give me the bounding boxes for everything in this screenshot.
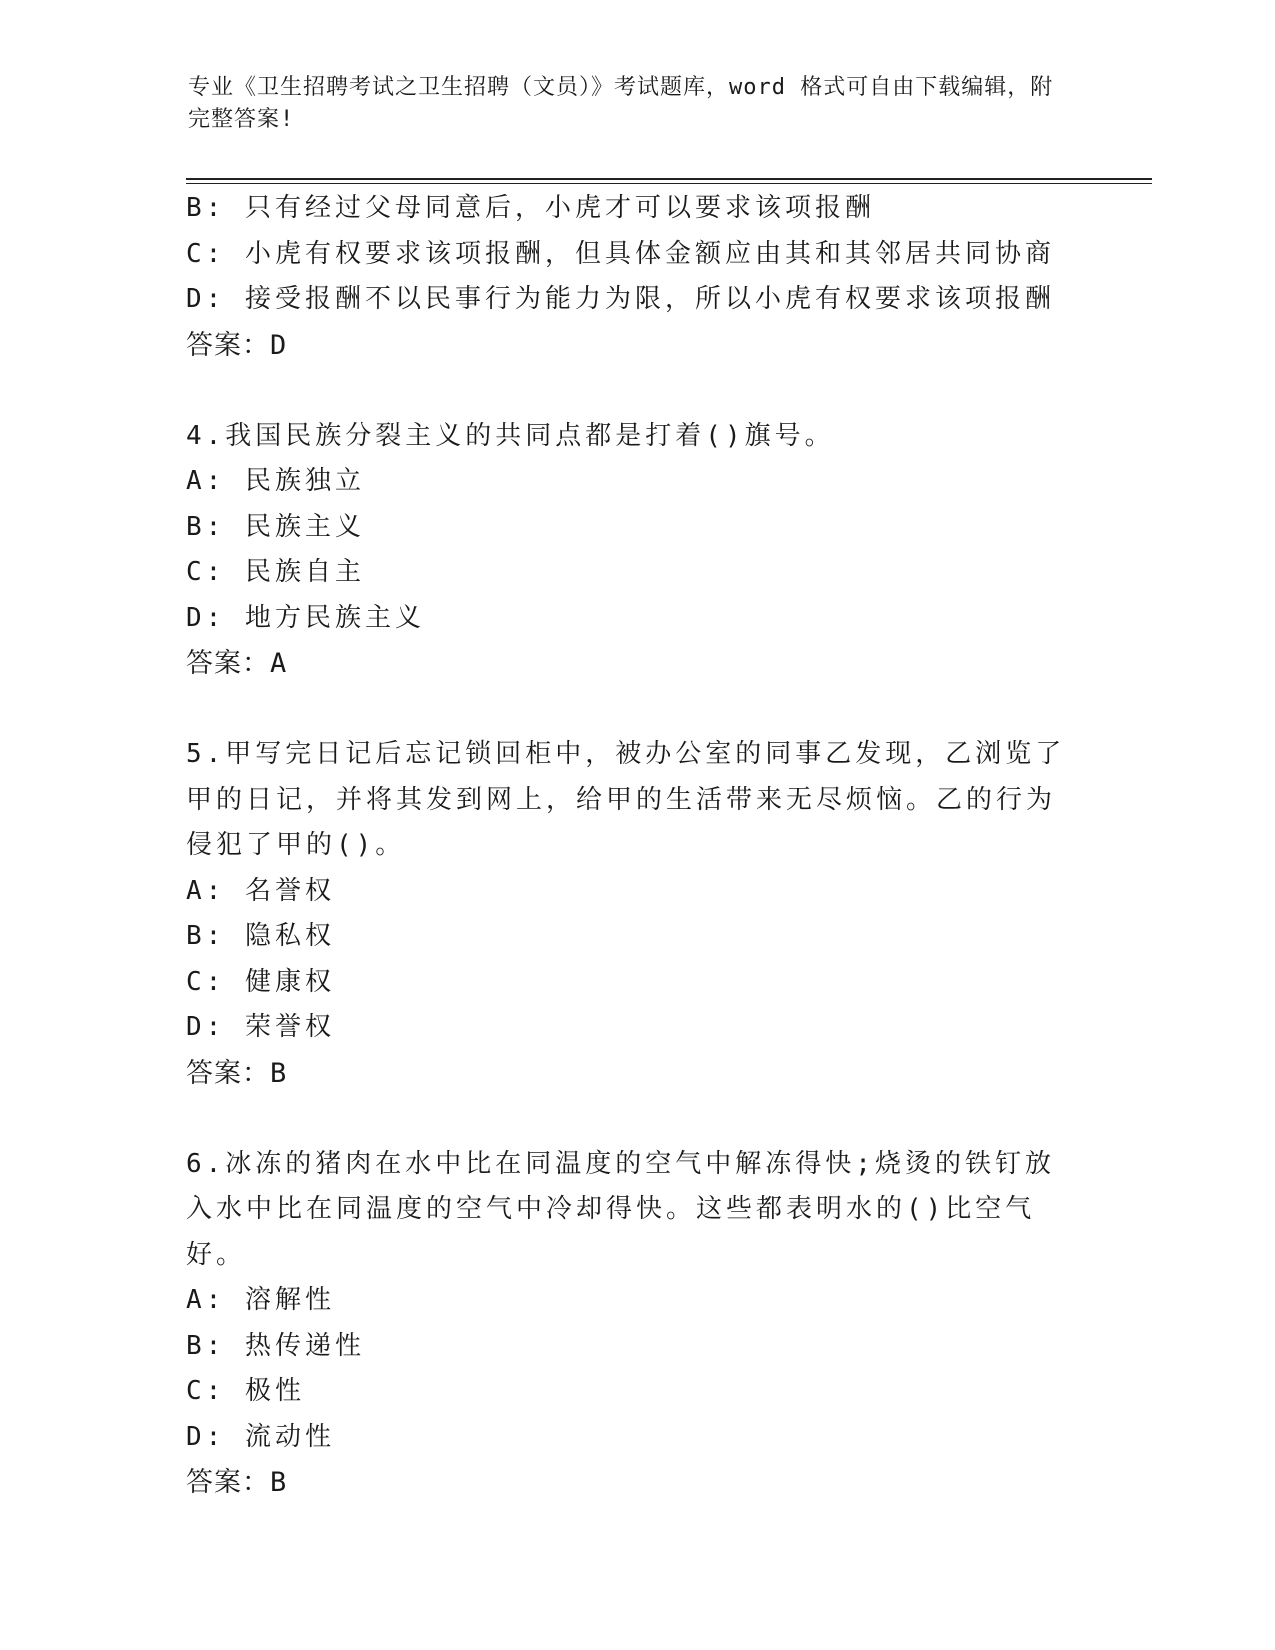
question-list [186,186,1086,1506]
option-b: B: 隐私权 [186,921,335,951]
question-stem: 6.冰冻的猪肉在水中比在同温度的空气中解冻得快;烧烫的铁钉放入水中比在同温度的空气中冷却得快。这些都表明水的()比空气好。 [186,1148,1055,1270]
option-b: B: 热传递性 [186,1330,365,1361]
question-stem: 5.甲写完日记后忘记锁回柜中，被办公室的同事乙发现，乙浏览了甲的日记，并将其发到网上，给甲的生活带来无尽烦恼。乙的行为侵犯了甲的()。 [186,739,1066,860]
spacer [186,368,1086,414]
question-stem: 4.我国民族分裂主义的共同点都是打着()旗号。 [186,420,835,451]
option-a: A: 名誉权 [186,875,335,906]
document-header: 专业《卫生招聘考试之卫生招聘（文员）》考试题库，word 格式可自由下载编辑，附完整答案! [188,75,1054,132]
option-c: C: 健康权 [186,966,335,997]
option-b: B: 民族主义 [186,511,365,542]
answer: 答案：D [186,329,288,361]
spacer [186,687,1086,733]
question-4 [186,414,1086,687]
question-3-tail [186,186,1086,368]
option-d: D: 流动性 [186,1421,335,1452]
answer: 答案：B [186,1467,288,1498]
answer: 答案：A [186,648,288,679]
option-a: A: 溶解性 [186,1285,335,1315]
option-d: D: 接受报酬不以民事行为能力为限，所以小虎有权要求该项报酬 [186,284,1055,314]
option-c: C: 民族自主 [186,557,365,587]
option-c: C: 极性 [186,1376,305,1406]
option-c: C: 小虎有权要求该项报酬，但具体金额应由其和其邻居共同协商 [186,238,1055,269]
option-b: B: 只有经过父母同意后，小虎才可以要求该项报酬 [186,193,875,223]
spacer [186,1096,1086,1142]
question-6 [186,1142,1086,1506]
option-d: D: 荣誉权 [186,1012,335,1042]
option-d: D: 地方民族主义 [186,602,425,633]
header-rule-top [186,178,1152,180]
question-5 [186,732,1086,1096]
answer: 答案：B [186,1057,288,1089]
option-a: A: 民族独立 [186,466,365,496]
header-rule-bottom [186,183,1152,184]
